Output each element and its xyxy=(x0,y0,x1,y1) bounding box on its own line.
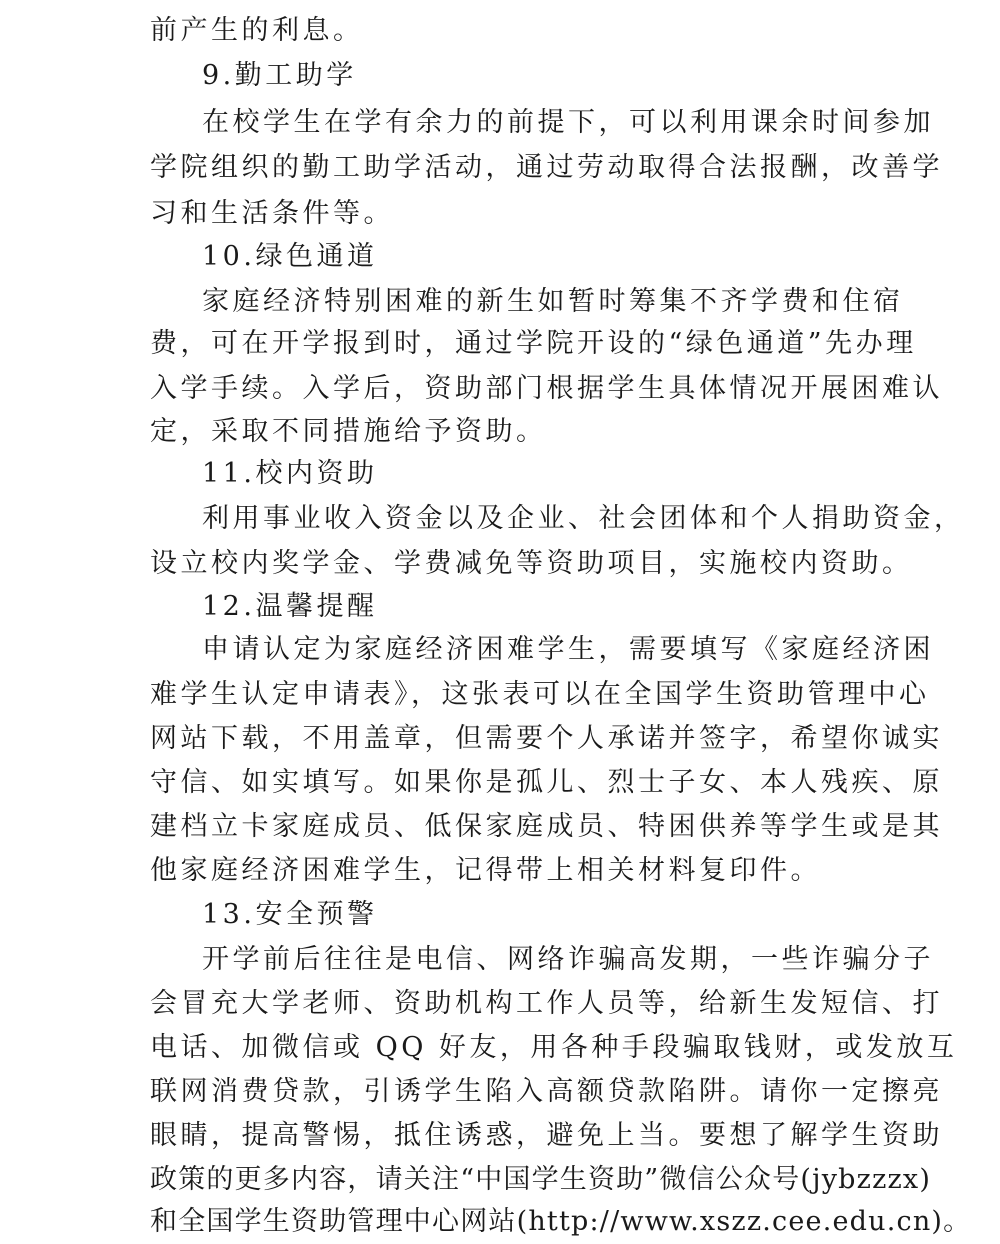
text-line: 网站下载，不用盖章，但需要个人承诺并签字，希望你诚实 xyxy=(150,723,943,754)
section-heading-reminder: 12.温馨提醒 xyxy=(202,591,378,622)
text-line: 设立校内奖学金、学费减免等资助项目，实施校内资助。 xyxy=(150,548,913,579)
text-line: 难学生认定申请表》，这张表可以在全国学生资助管理中心 xyxy=(150,679,930,710)
text-line: 建档立卡家庭成员、低保家庭成员、特困供养等学生或是其 xyxy=(150,811,943,842)
text-line: 政策的更多内容，请关注“中国学生资助”微信公众号(jybzzzx) xyxy=(150,1164,932,1195)
text-line: 守信、如实填写。如果你是孤儿、烈士子女、本人残疾、原 xyxy=(150,767,943,798)
section-heading-green-channel: 10.绿色通道 xyxy=(202,241,378,272)
text-line: 前产生的利息。 xyxy=(150,15,364,46)
text-line: 申请认定为家庭经济困难学生，需要填写《家庭经济困 xyxy=(202,634,934,665)
text-line: 入学手续。入学后，资助部门根据学生具体情况开展困难认 xyxy=(150,373,943,404)
text-line: 习和生活条件等。 xyxy=(150,198,394,229)
text-line: 他家庭经济困难学生，记得带上相关材料复印件。 xyxy=(150,855,821,886)
text-line: 费，可在开学报到时，通过学院开设的“绿色通道”先办理 xyxy=(150,328,917,359)
text-line: 会冒充大学老师、资助机构工作人员等，给新生发短信、打 xyxy=(150,988,943,1019)
text-line: 利用事业收入资金以及企业、社会团体和个人捐助资金， xyxy=(202,503,965,534)
text-line: 家庭经济特别困难的新生如暂时筹集不齐学费和住宿 xyxy=(202,286,904,317)
section-heading-work-study: 9.勤工助学 xyxy=(202,60,357,91)
text-line: 电话、加微信或 QQ 好友，用各种手段骗取钱财，或发放互 xyxy=(150,1032,958,1063)
section-heading-campus-aid: 11.校内资助 xyxy=(202,458,378,489)
text-line: 开学前后往往是电信、网络诈骗高发期，一些诈骗分子 xyxy=(202,944,934,975)
section-heading-safety-alert: 13.安全预警 xyxy=(202,899,378,930)
text-line: 眼睛，提高警惕，抵住诱惑，避免上当。要想了解学生资助 xyxy=(150,1120,943,1151)
text-line: 联网消费贷款，引诱学生陷入高额贷款陷阱。请你一定擦亮 xyxy=(150,1076,943,1107)
text-line: 和全国学生资助管理中心网站(http://www.xszz.cee.edu.cn)。 xyxy=(150,1206,972,1237)
text-line: 学院组织的勤工助学活动，通过劳动取得合法报酬，改善学 xyxy=(150,152,943,183)
text-line: 定，采取不同措施给予资助。 xyxy=(150,416,547,447)
text-line: 在校学生在学有余力的前提下，可以利用课余时间参加 xyxy=(202,107,934,138)
